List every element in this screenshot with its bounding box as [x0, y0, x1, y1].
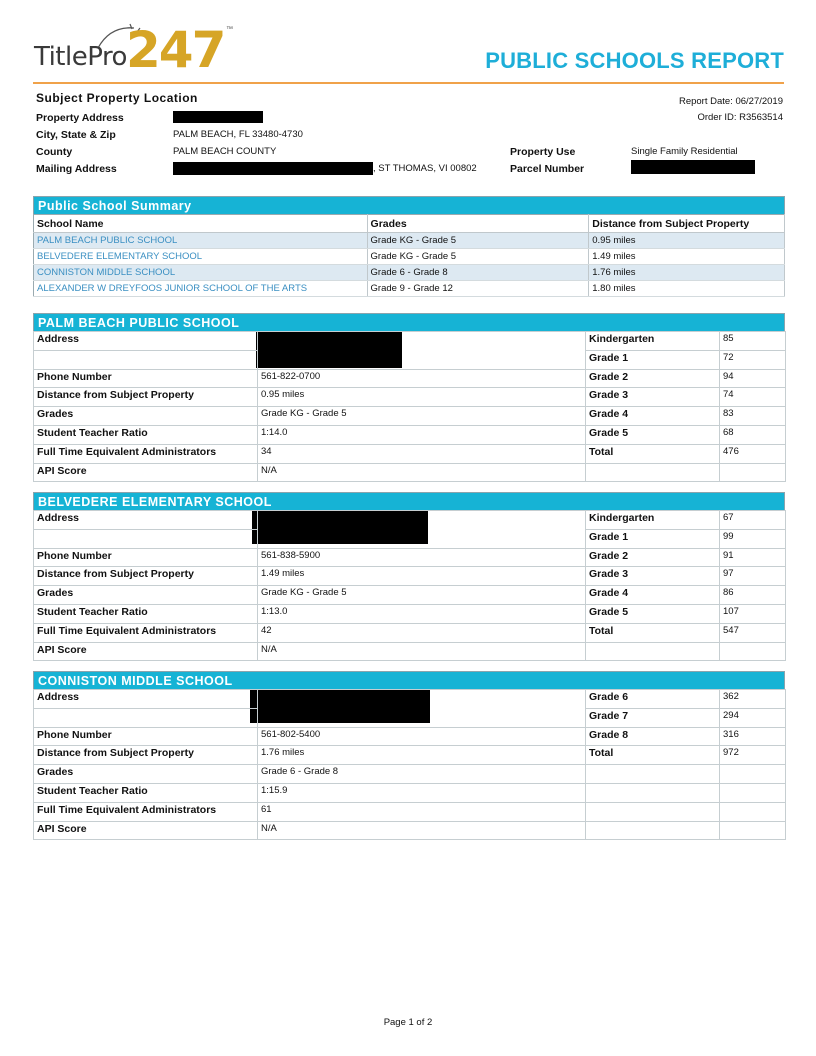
- enrollment-count: 68: [720, 425, 786, 444]
- grades-value: Grade KG - Grade 5: [258, 586, 586, 605]
- enrollment-grade: Grade 3: [586, 567, 720, 586]
- redacted-school-address: [252, 511, 428, 544]
- address-label: Address: [34, 332, 258, 351]
- enrollment-grade: Total: [586, 623, 720, 642]
- api-label: API Score: [34, 821, 258, 840]
- summary-grades: Grade 9 - Grade 12: [367, 281, 589, 297]
- api-value: N/A: [258, 642, 586, 661]
- distance-label: Distance from Subject Property: [34, 567, 258, 586]
- api-value: N/A: [258, 463, 586, 482]
- summary-grades: Grade KG - Grade 5: [367, 249, 589, 265]
- school-link-palm-beach[interactable]: PALM BEACH PUBLIC SCHOOL: [34, 233, 368, 249]
- city-state-zip-label: City, State & Zip: [36, 129, 116, 141]
- enrollment-grade: Grade 3: [586, 388, 720, 407]
- parcel-number-label: Parcel Number: [510, 163, 585, 175]
- enrollment-count: [720, 463, 786, 482]
- enrollment-grade: Grade 2: [586, 548, 720, 567]
- admins-value: 34: [258, 444, 586, 463]
- enrollment-grade: Grade 5: [586, 425, 720, 444]
- phone-label: Phone Number: [34, 727, 258, 746]
- ratio-value: 1:15.9: [258, 783, 586, 802]
- school-detail-belvedere: [33, 492, 785, 661]
- distance-label: Distance from Subject Property: [34, 746, 258, 765]
- school-detail-table: [33, 689, 786, 840]
- mailing-address-label: Mailing Address: [36, 163, 117, 175]
- address-label: Address: [34, 690, 258, 709]
- phone-label: Phone Number: [34, 548, 258, 567]
- ratio-value: 1:13.0: [258, 604, 586, 623]
- grades-value: Grade KG - Grade 5: [258, 407, 586, 426]
- enrollment-count: [720, 642, 786, 661]
- logo-text: TitlePro: [34, 42, 127, 72]
- enrollment-grade: Grade 7: [586, 708, 720, 727]
- summary-row: [34, 281, 785, 297]
- logo-trademark: ™: [226, 26, 233, 33]
- enrollment-grade: [586, 642, 720, 661]
- enrollment-count: 316: [720, 727, 786, 746]
- enrollment-grade: Grade 4: [586, 586, 720, 605]
- enrollment-count: 97: [720, 567, 786, 586]
- summary-distance: 0.95 miles: [589, 233, 785, 249]
- grades-label: Grades: [34, 765, 258, 784]
- enrollment-count: 107: [720, 604, 786, 623]
- distance-label: Distance from Subject Property: [34, 388, 258, 407]
- ratio-label: Student Teacher Ratio: [34, 425, 258, 444]
- enrollment-count: 85: [720, 332, 786, 351]
- county-value: PALM BEACH COUNTY: [173, 146, 277, 157]
- ratio-label: Student Teacher Ratio: [34, 783, 258, 802]
- summary-row: [34, 233, 785, 249]
- enrollment-grade: Grade 4: [586, 407, 720, 426]
- enrollment-grade: Total: [586, 746, 720, 765]
- summary-distance: 1.76 miles: [589, 265, 785, 281]
- summary-distance: 1.80 miles: [589, 281, 785, 297]
- summary-distance: 1.49 miles: [589, 249, 785, 265]
- order-id: Order ID: R3563514: [697, 112, 783, 123]
- school-detail-title: BELVEDERE ELEMENTARY SCHOOL: [33, 492, 785, 510]
- summary-row: [34, 249, 785, 265]
- school-detail-title: CONNISTON MIDDLE SCHOOL: [33, 671, 785, 689]
- header-divider: [33, 82, 784, 84]
- enrollment-grade: Kindergarten: [586, 511, 720, 530]
- api-value: N/A: [258, 821, 586, 840]
- enrollment-grade: [586, 765, 720, 784]
- address-label: Address: [34, 511, 258, 530]
- admins-label: Full Time Equivalent Administrators: [34, 802, 258, 821]
- school-detail-palm-beach: [33, 313, 785, 482]
- subject-heading: Subject Property Location: [36, 91, 198, 105]
- enrollment-count: 476: [720, 444, 786, 463]
- redacted-property-address: [173, 111, 263, 123]
- school-detail-table: [33, 331, 786, 482]
- grades-label: Grades: [34, 407, 258, 426]
- city-state-zip-value: PALM BEACH, FL 33480-4730: [173, 129, 303, 140]
- property-use-value: Single Family Residential: [631, 146, 738, 157]
- enrollment-count: 972: [720, 746, 786, 765]
- enrollment-count: [720, 783, 786, 802]
- summary-grades: Grade KG - Grade 5: [367, 233, 589, 249]
- public-school-summary: [33, 196, 785, 297]
- summary-row: [34, 265, 785, 281]
- summary-title: Public School Summary: [33, 196, 785, 214]
- enrollment-grade: [586, 802, 720, 821]
- enrollment-grade: Grade 1: [586, 529, 720, 548]
- api-label: API Score: [34, 642, 258, 661]
- phone-value: 561-802-5400: [258, 727, 586, 746]
- admins-value: 42: [258, 623, 586, 642]
- school-link-dreyfoos[interactable]: ALEXANDER W DREYFOOS JUNIOR SCHOOL OF THE ARTS: [34, 281, 368, 297]
- enrollment-count: 67: [720, 511, 786, 530]
- enrollment-count: 362: [720, 690, 786, 709]
- county-label: County: [36, 146, 73, 158]
- enrollment-grade: Grade 5: [586, 604, 720, 623]
- enrollment-grade: Kindergarten: [586, 332, 720, 351]
- api-label: API Score: [34, 463, 258, 482]
- report-title: PUBLIC SCHOOLS REPORT: [485, 48, 784, 73]
- enrollment-grade: [586, 821, 720, 840]
- report-date: Report Date: 06/27/2019: [678, 96, 783, 107]
- redacted-school-address: [256, 332, 402, 368]
- enrollment-count: [720, 821, 786, 840]
- enrollment-grade: [586, 463, 720, 482]
- enrollment-count: 86: [720, 586, 786, 605]
- admins-value: 61: [258, 802, 586, 821]
- enrollment-count: [720, 802, 786, 821]
- summary-grades: Grade 6 - Grade 8: [367, 265, 589, 281]
- phone-value: 561-822-0700: [258, 369, 586, 388]
- property-use-label: Property Use: [510, 146, 576, 158]
- enrollment-grade: Grade 6: [586, 690, 720, 709]
- enrollment-count: 91: [720, 548, 786, 567]
- school-detail-title: PALM BEACH PUBLIC SCHOOL: [33, 313, 785, 331]
- summary-col-grades: Grades: [367, 215, 589, 233]
- page-number: Page 1 of 2: [383, 1017, 433, 1028]
- grades-value: Grade 6 - Grade 8: [258, 765, 586, 784]
- admins-label: Full Time Equivalent Administrators: [34, 444, 258, 463]
- enrollment-count: [720, 765, 786, 784]
- ratio-label: Student Teacher Ratio: [34, 604, 258, 623]
- mailing-address-suffix: , ST THOMAS, VI 00802: [373, 163, 477, 174]
- summary-table: [33, 214, 785, 297]
- enrollment-grade: Grade 2: [586, 369, 720, 388]
- enrollment-count: 74: [720, 388, 786, 407]
- enrollment-count: 294: [720, 708, 786, 727]
- enrollment-count: 94: [720, 369, 786, 388]
- summary-col-school-name: School Name: [34, 215, 368, 233]
- enrollment-count: 72: [720, 350, 786, 369]
- enrollment-grade: Grade 8: [586, 727, 720, 746]
- distance-value: 1.49 miles: [258, 567, 586, 586]
- phone-value: 561-838-5900: [258, 548, 586, 567]
- ratio-value: 1:14.0: [258, 425, 586, 444]
- summary-header-row: [34, 215, 785, 233]
- phone-label: Phone Number: [34, 369, 258, 388]
- school-detail-table: [33, 510, 786, 661]
- enrollment-grade: [586, 783, 720, 802]
- admins-label: Full Time Equivalent Administrators: [34, 623, 258, 642]
- titlepro-logo: [34, 22, 244, 78]
- enrollment-grade: Total: [586, 444, 720, 463]
- redacted-parcel-number: [631, 160, 755, 174]
- grades-label: Grades: [34, 586, 258, 605]
- redacted-school-address: [250, 690, 430, 723]
- distance-value: 0.95 miles: [258, 388, 586, 407]
- enrollment-count: 547: [720, 623, 786, 642]
- school-link-conniston[interactable]: CONNISTON MIDDLE SCHOOL: [34, 265, 368, 281]
- enrollment-grade: Grade 1: [586, 350, 720, 369]
- redacted-mailing-address: [173, 162, 373, 175]
- enrollment-count: 99: [720, 529, 786, 548]
- distance-value: 1.76 miles: [258, 746, 586, 765]
- enrollment-count: 83: [720, 407, 786, 426]
- school-link-belvedere[interactable]: BELVEDERE ELEMENTARY SCHOOL: [34, 249, 368, 265]
- summary-col-distance: Distance from Subject Property: [589, 215, 785, 233]
- property-address-label: Property Address: [36, 112, 124, 124]
- school-detail-conniston: [33, 671, 785, 840]
- logo-number: 247: [126, 21, 225, 79]
